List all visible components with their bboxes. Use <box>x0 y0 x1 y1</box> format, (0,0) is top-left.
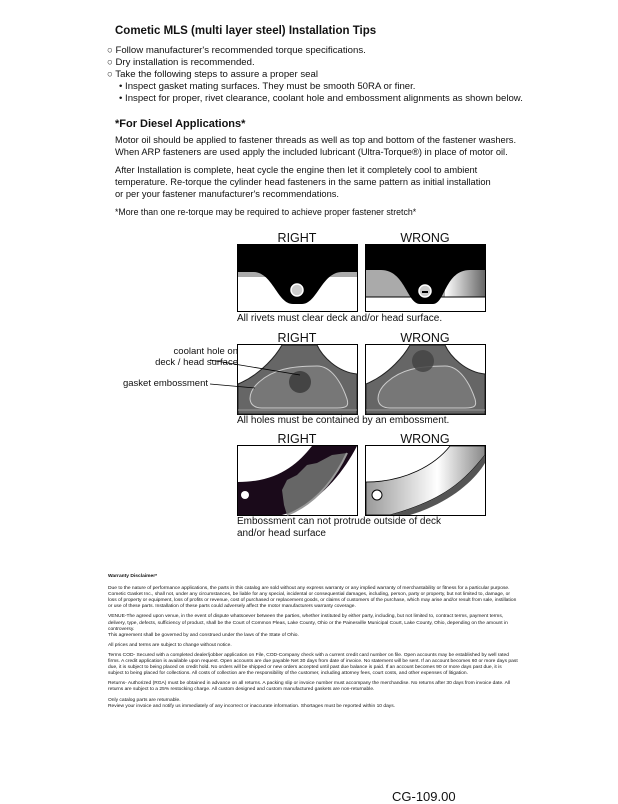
sub-tip: • Inspect gasket mating surfaces. They must be smooth 50RA or finer. <box>119 81 416 92</box>
returns-paragraph: Returns- Authorized (RGA) must be obtained in advance on all returns. A packing slip or invoice number must accompany the merchandise. No returns after 30 days from invoice date. All returns are subject to a 25% restocking charge. All custom designed and custom manufactured gaskets are non-returnable. <box>108 681 511 693</box>
annotation-gasket-embossment: gasket embossment <box>122 378 208 389</box>
prices-note: All prices and terms are subject to change without notice. <box>108 642 232 648</box>
embossment-right-diagram <box>237 445 358 516</box>
page-title: Cometic MLS (multi layer steel) Installation Tips <box>115 25 377 37</box>
wrong-label: WRONG <box>400 331 450 345</box>
caption-rivets: All rivets must clear deck and/or head surface. <box>237 313 443 324</box>
sub-tip: • Inspect for proper, rivet clearance, coolant hole and embossment alignments as shown below. <box>119 93 523 104</box>
caption-embossment: Embossment can not protrude outside of deck and/or head surface <box>237 516 442 539</box>
rivet-right-diagram <box>237 244 358 312</box>
terms-paragraph: Terms COD- Secured with a completed dealer/jobber application on File, COD-Company check with a current credit card number on file. Open accounts may be established by well rated firms. A credit application is available upon request. Open accounts are due payable Net 30 days from date of invoice. No statement will be sent. If an account becomes 60 or more days past due, it is subject to being placed on credit hold. No orders will be shipped or new orders accepted until past due balance is paid. If an account becomes 90 or more days past due, it is subject to being placed for collections. All costs of collection are the responsibility of the customer, including attorney fees, court costs, and other expenses of litigation. <box>108 652 518 677</box>
coolant-wrong-diagram <box>365 344 486 415</box>
right-label: RIGHT <box>277 432 317 446</box>
warranty-disclaimer <box>108 574 518 714</box>
review-note: Review your invoice and notify us immediately of any incorrect or inaccurate information. Shortages must be reported within 10 days. <box>108 703 396 709</box>
rivet-wrong-diagram <box>365 244 486 312</box>
tip: ○ Dry installation is recommended. <box>107 57 255 68</box>
caption-holes: All holes must be contained by an embossment. <box>237 415 450 426</box>
tips-list <box>107 45 523 105</box>
annotation-coolant-hole: coolant hole on deck / head surface <box>155 346 238 368</box>
diesel-paragraph-2: After Installation is complete, heat cycle the engine then let it completely cool to ambient temperature. Re-torque the cylinder head fasteners in the same pattern as initial installation or per your fastener manufacturer's recommendations. <box>115 165 491 199</box>
diesel-heading: *For Diesel Applications* <box>115 118 246 130</box>
wrong-label: WRONG <box>400 231 450 245</box>
governing-law: This agreement shall be governed by and construed under the laws of the State of Ohio. <box>108 632 299 638</box>
returnable-note: Only catalog parts are returnable. <box>108 697 181 703</box>
page-code: CG-109.00 <box>392 789 456 804</box>
wrong-label: WRONG <box>400 432 450 446</box>
warranty-title: Warranty Disclaimer* <box>108 574 158 579</box>
venue-paragraph: VENUE-The agreed upon venue, in the event of dispute whatsoever between the parties, whether instituted by either party, including, but not limited to, contract terms, payment terms, delivery, type, defects, sufficiency of product, shall be the Court of Common Pleas, Lake County, Ohio or the Painesville Municipal Court, Lake County, Ohio, depending on the amount in controversy. <box>108 614 508 632</box>
diesel-note: *More than one re-torque may be required to achieve proper fastener stretch* <box>115 207 417 217</box>
tip: ○ Follow manufacturer's recommended torque specifications. <box>107 45 366 56</box>
warranty-paragraph: Due to the nature of performance applications, the parts in this catalog are sold without any express warranty or any implied warranty of merchantability or fitness for a particular purpose. Cometic Gasket Inc., shall not, under any circumstances, be liable for any special, incidental or consequential damages, including, person, party or property, but not limited to, damage, or loss of property or equipment, loss of profits or revenue, cost of purchased or replacement goods, or claims of customers of the purchase, which may arise and/or result from sale, instillation or use of these parts. Installation of these parts could adversely affect the motor manufacturers warranty coverage. <box>108 586 517 610</box>
embossment-wrong-diagram <box>365 445 486 516</box>
right-label: RIGHT <box>277 331 317 345</box>
tip: ○ Take the following steps to assure a proper seal <box>107 69 318 80</box>
right-label: RIGHT <box>277 231 317 245</box>
annotation-leader-lines <box>205 350 305 390</box>
diesel-paragraph-1: Motor oil should be applied to fastener threads as well as top and bottom of the fastener washers. When ARP fasteners are used apply the included lubricant (Ultra-Torque®) in place of motor oil. <box>115 135 517 157</box>
